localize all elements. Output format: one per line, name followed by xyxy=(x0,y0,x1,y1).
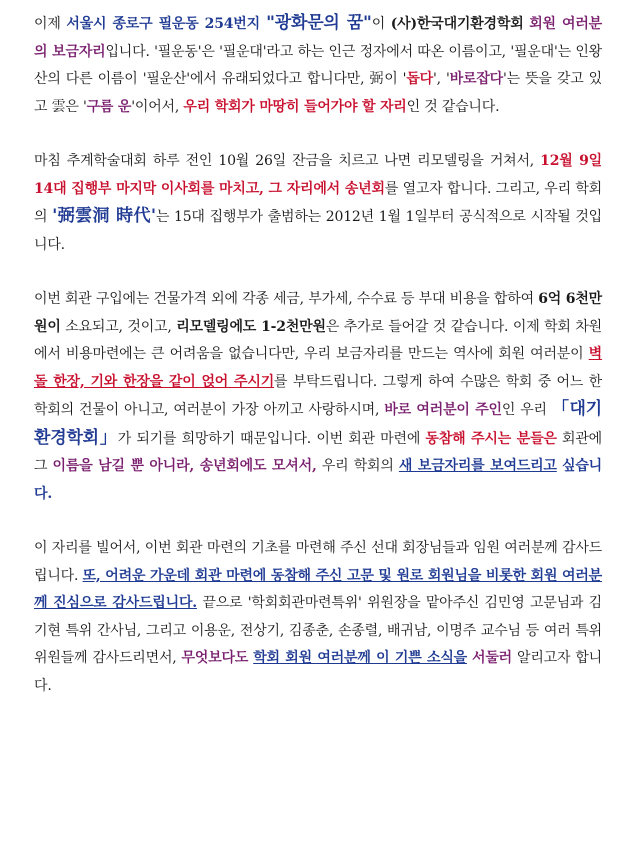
paragraph-4 xyxy=(34,535,602,700)
text: 를 부탁드립니다. 그렇게 하여 수많은 학회 중 어느 한 학회의 건물이 아니고, 여러분이 가장 아끼고 사랑하시며, xyxy=(34,373,603,418)
closing-word: 싶습니다. xyxy=(34,458,602,502)
paragraph-2 xyxy=(34,148,602,259)
paragraph-gap xyxy=(34,259,602,286)
text: 이제 xyxy=(34,16,67,32)
text: 인 것 같습니다. xyxy=(406,98,500,115)
cost-highlight: 6억 6천만원이 xyxy=(34,291,602,335)
donation-request-highlight: 벽돌 한장, 기와 한장을 같이 얹어 주시기 xyxy=(34,346,602,390)
text: 는 15대 집행부가 출범하는 2012년 1월 1일부터 공식적으로 시작될 것입니다. xyxy=(34,209,603,253)
text: 은 추가로 들어갈 것 같습니다. 이제 학회 차원에서 비용마련에는 큰 어려움을 없습니다만, 우리 보금자리를 만드는 역사에 회원 여러분이 xyxy=(34,318,602,362)
hurry-highlight: 서둘러 xyxy=(472,650,512,666)
text: 이 xyxy=(371,16,391,32)
meaning-cloud: 구름 운 xyxy=(86,98,132,115)
letter-body xyxy=(34,10,602,700)
rightful-place-highlight: 우리 학회가 마땅히 들어가야 할 자리 xyxy=(183,98,407,115)
text: 입니다. '필운동'은 '필운대'라고 하는 인근 정자에서 따온 이름이고, '필운대'는 인왕산의 다른 이름이 '필운산'에서 유래되었다고 합니다만, 弼이 ' xyxy=(34,43,602,87)
text: 이 자리를 빌어서, 이번 회관 마련의 기초를 마련해 주신 선대 회장님들과 임원 여러분께 감사드립니다. xyxy=(34,540,602,584)
text: 끝으로 '학회회관마련특위' 위원장을 맡아주신 김민영 고문님과 김기현 특위 간사님, 그리고 이용운, 전상기, 김종춘, 손종렬, 배귀남, 이명주 교수님 등 여러 특위 위원들께 감사드리면서, xyxy=(34,595,603,666)
meaning-correct: 바로잡다 xyxy=(449,71,503,87)
dream-title: "광화문의 꿈" xyxy=(266,13,372,33)
remodel-cost-highlight: 리모델링에도 1-2천만원 xyxy=(176,318,326,335)
thanks-highlight: 또, 어려운 가운데 회관 마련에 동참해 주신 고문 및 원로 회원님을 비롯한 회원 여러분께 진심으로 감사드립니다. xyxy=(34,567,602,611)
participants-highlight: 동참해 주시는 분들은 xyxy=(425,430,557,447)
above-all-highlight: 무엇보다도 xyxy=(181,650,249,666)
good-news-highlight: 학회 회원 여러분께 이 기쁜 소식을 xyxy=(253,650,467,666)
address-highlight: 서울시 종로구 필운동 254번지 xyxy=(66,16,267,32)
owner-highlight: 바로 여러분이 주인 xyxy=(384,402,502,418)
era-title: '弼雲洞 時代' xyxy=(52,206,156,226)
text: '는 뜻을 갖고 있고 雲은 ' xyxy=(34,71,602,115)
text: ', ' xyxy=(432,71,450,87)
society-title: 「대기환경학회」 xyxy=(34,399,602,448)
text: 가 되기를 희망하기 때문입니다. 이번 회관 마련에 xyxy=(117,430,426,447)
paragraph-3 xyxy=(34,286,602,508)
text: 마침 추계학술대회 하루 전인 10월 26일 잔금을 치르고 나면 리모델링을 거쳐서, xyxy=(34,153,541,169)
text: 인 우리 xyxy=(501,402,552,418)
text: 회관에 그 xyxy=(34,430,602,474)
text: 소요되고, 것이고, xyxy=(60,318,177,335)
paragraph-1 xyxy=(34,10,602,121)
paragraph-gap xyxy=(34,508,602,535)
text: '이어서, xyxy=(131,98,184,115)
year-end-party-highlight: 12월 9일 14대 집행부 마지막 이사회를 마치고, 그 자리에서 송년회 xyxy=(34,153,602,197)
text: 를 열고자 합니다. 그리고, 우리 학회의 xyxy=(34,180,602,225)
text: 이번 회관 구입에는 건물가격 외에 각종 세금, 부가세, 수수료 등 부대 비용을 합하여 xyxy=(34,291,539,307)
members-home-highlight: 회원 여러분의 보금자리 xyxy=(34,16,602,60)
text: 우리 학회의 xyxy=(316,458,399,474)
new-home-highlight: 새 보금자리를 보여드리고 xyxy=(398,458,557,474)
name-engraving-highlight: 이름을 남길 뿐 아니라, 송년회에도 모셔서, xyxy=(52,458,317,474)
society-name: (사)한국대기환경학회 xyxy=(390,16,524,32)
meaning-help: 돕다 xyxy=(406,71,433,87)
paragraph-gap xyxy=(34,121,602,148)
text: 알리고자 합니다. xyxy=(34,650,602,694)
